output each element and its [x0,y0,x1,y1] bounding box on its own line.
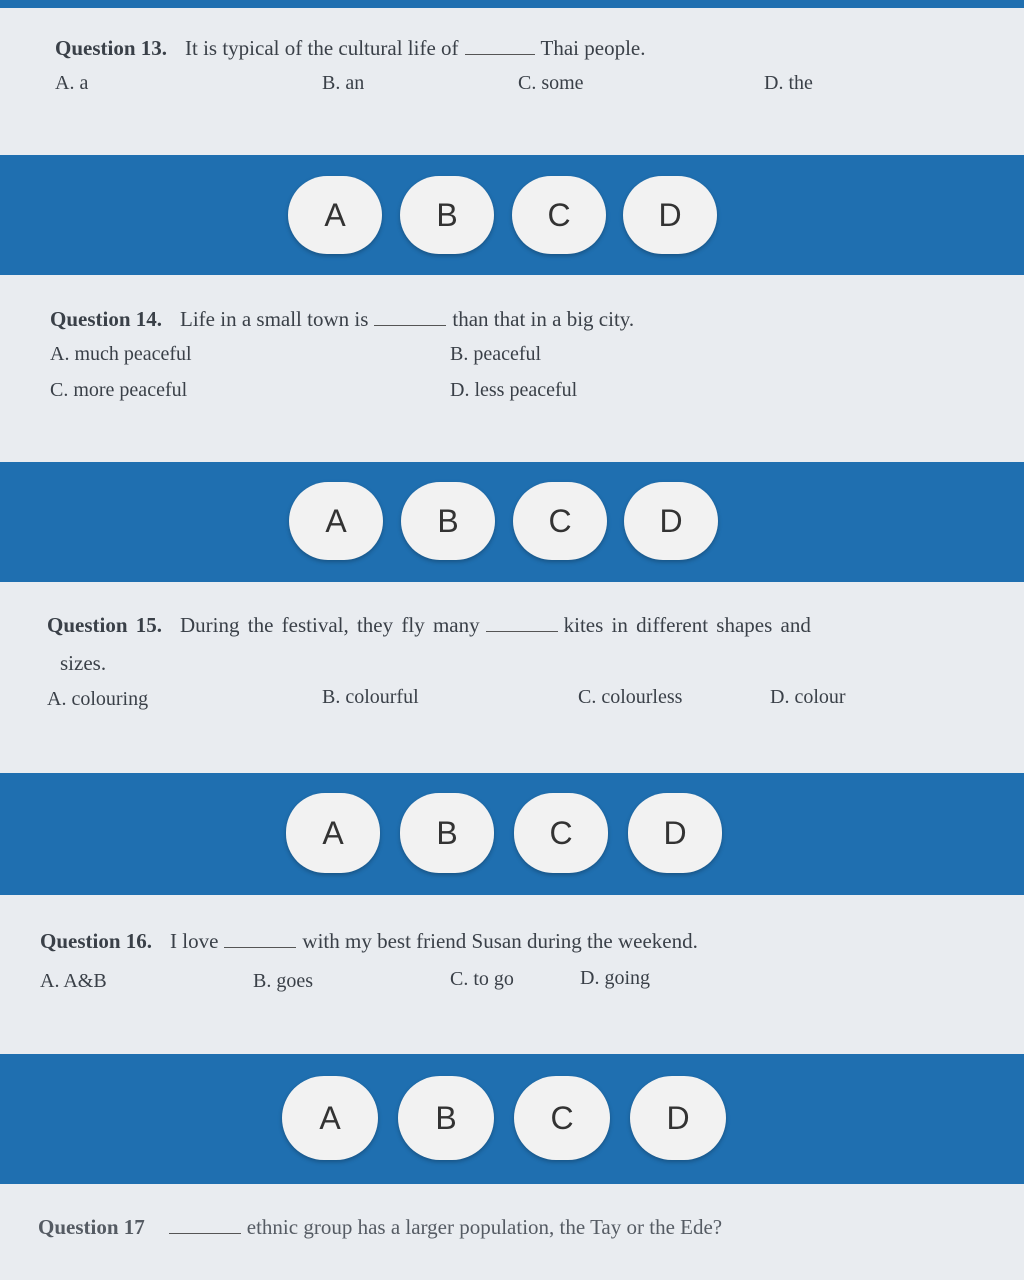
answer-blank [465,54,535,55]
option-c: C. more peaceful [50,379,188,401]
option-d: D. colour [770,686,846,708]
question-text-after: than that in a big city. [452,307,635,331]
option-a: A. much peaceful [50,343,192,365]
answer-button-d[interactable]: D [630,1076,726,1160]
question-text-after: Thai people. [540,36,646,60]
answer-button-c[interactable]: C [513,482,607,560]
question-14 [50,307,634,332]
question-number: Question 13. [55,36,168,60]
option-a: A. colouring [47,688,149,710]
answer-blank [169,1233,241,1234]
answer-blank [374,325,446,326]
question-number: Question 15. [47,613,163,637]
answer-button-a[interactable]: A [289,482,383,560]
answer-button-d[interactable]: D [624,482,718,560]
answer-button-c[interactable]: C [512,176,606,254]
question-text-before: Life in a small town is [180,307,369,331]
question-number: Question 16. [40,929,153,953]
question-text-before: It is typical of the cultural life of [185,36,459,60]
option-c: C. to go [450,968,514,990]
option-d: D. going [580,967,650,989]
answer-band-16 [0,1054,1024,1184]
answer-button-c[interactable]: C [514,1076,610,1160]
answer-band-15 [0,773,1024,895]
question-text-after: with my best friend Susan during the weekend. [302,929,698,953]
option-c: C. some [518,72,584,94]
question-text-before: I love [170,929,219,953]
answer-button-a[interactable]: A [286,793,380,873]
question-text-before: During the festival, they fly many [180,613,480,637]
option-b: B. goes [253,970,313,992]
question-number: Question 17 [38,1215,145,1239]
answer-button-d[interactable]: D [623,176,717,254]
answer-button-b[interactable]: B [401,482,495,560]
option-a: A. a [55,72,89,94]
question-17 [38,1215,722,1240]
answer-button-b[interactable]: B [400,793,494,873]
option-b: B. peaceful [450,343,542,365]
answer-button-a[interactable]: A [282,1076,378,1160]
answer-band-14 [0,462,1024,582]
option-c: C. colourless [578,686,683,708]
answer-button-b[interactable]: B [400,176,494,254]
option-d: D. the [764,72,813,94]
answer-blank [486,631,558,632]
question-15 [47,613,947,638]
question-text-after: ethnic group has a larger population, the Tay or the Ede? [246,1215,723,1239]
question-13 [55,36,645,61]
option-a: A. A&B [40,970,107,992]
answer-button-d[interactable]: D [628,793,722,873]
question-16 [40,929,698,954]
answer-blank [224,947,296,948]
option-b: B. an [322,72,365,94]
question-number: Question 14. [50,307,163,331]
option-b: B. colourful [322,686,419,708]
top-strip [0,0,1024,8]
option-d: D. less peaceful [450,379,578,401]
answer-button-b[interactable]: B [398,1076,494,1160]
answer-band-13 [0,155,1024,275]
answer-button-a[interactable]: A [288,176,382,254]
answer-button-c[interactable]: C [514,793,608,873]
question-15-line-2: sizes. [60,651,107,675]
question-text-after: kites in different shapes and [563,613,811,637]
